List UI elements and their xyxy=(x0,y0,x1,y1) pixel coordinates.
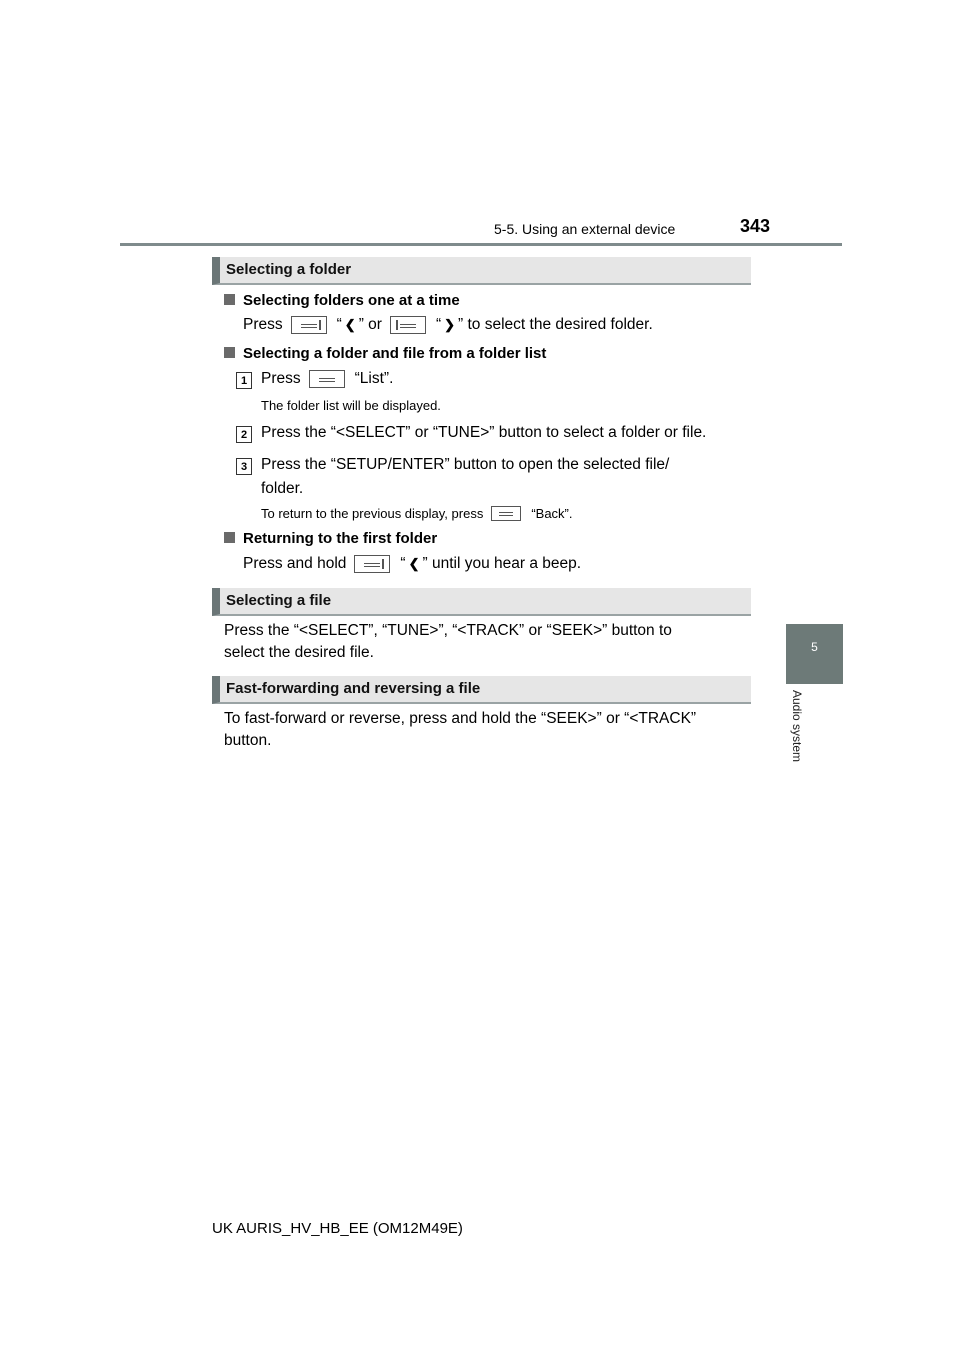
square-bullet-icon xyxy=(224,294,235,305)
section-breadcrumb: 5-5. Using an external device xyxy=(494,221,676,237)
step-1-text: Press “List”. xyxy=(261,370,394,387)
steering-switch-icon xyxy=(291,316,327,334)
section-heading-file xyxy=(212,588,751,616)
step-number: 1 xyxy=(236,372,252,389)
model-code: UK AURIS_HV_HB_EE (OM12M49E) xyxy=(212,1220,463,1237)
step-2-text: Press the “<SELECT” or “TUNE>” button to select a folder or file. xyxy=(261,424,707,441)
chapter-tab-number: 5 xyxy=(811,640,818,654)
steering-switch-icon xyxy=(354,555,390,573)
page-number: 343 xyxy=(740,216,771,236)
step-1-note: The folder list will be displayed. xyxy=(261,398,441,413)
step-3-text-line2: folder. xyxy=(261,480,304,497)
chevron-right-icon: ❯ xyxy=(444,317,456,332)
section-heading-fastforward xyxy=(212,676,751,704)
step-number: 3 xyxy=(236,458,252,475)
subheading-folder-list: Selecting a folder and file from a folder list xyxy=(224,345,546,362)
chapter-tab xyxy=(786,624,843,684)
subheading-one-at-a-time: Selecting folders one at a time xyxy=(224,292,460,309)
fastforward-body-line2: button. xyxy=(224,732,272,749)
fastforward-body-line1: To fast-forward or reverse, press and hold the “SEEK>” or “<TRACK” xyxy=(224,710,697,727)
chapter-tab-label: Audio system xyxy=(790,690,804,763)
section-title: Selecting a folder xyxy=(226,261,352,278)
square-bullet-icon xyxy=(224,347,235,358)
chevron-left-icon: ❮ xyxy=(408,556,420,571)
steering-switch-icon xyxy=(390,316,426,334)
step-3-note: To return to the previous display, press “Back”. xyxy=(261,506,573,521)
section-title: Selecting a file xyxy=(226,592,332,609)
header-divider xyxy=(120,243,842,246)
screen-button-icon xyxy=(491,506,521,521)
step-number: 2 xyxy=(236,426,252,443)
section-heading-folder xyxy=(212,257,751,285)
instruction-one-at-a-time: Press “ ❮ ” or “ ❯ ” to select the desired folder. xyxy=(243,316,653,333)
step-3-text-line1: Press the “SETUP/ENTER” button to open the selected file/ xyxy=(261,456,670,473)
subheading-first-folder: Returning to the first folder xyxy=(224,530,437,547)
square-bullet-icon xyxy=(224,532,235,543)
file-body-line1: Press the “<SELECT”, “TUNE>”, “<TRACK” or “SEEK>” button to xyxy=(224,622,672,639)
section-title: Fast-forwarding and reversing a file xyxy=(226,680,481,697)
chevron-left-icon: ❮ xyxy=(344,317,356,332)
instruction-first-folder: Press and hold “ ❮ ” until you hear a beep. xyxy=(243,555,582,572)
file-body-line2: select the desired file. xyxy=(224,644,374,661)
screen-button-icon xyxy=(309,370,345,388)
